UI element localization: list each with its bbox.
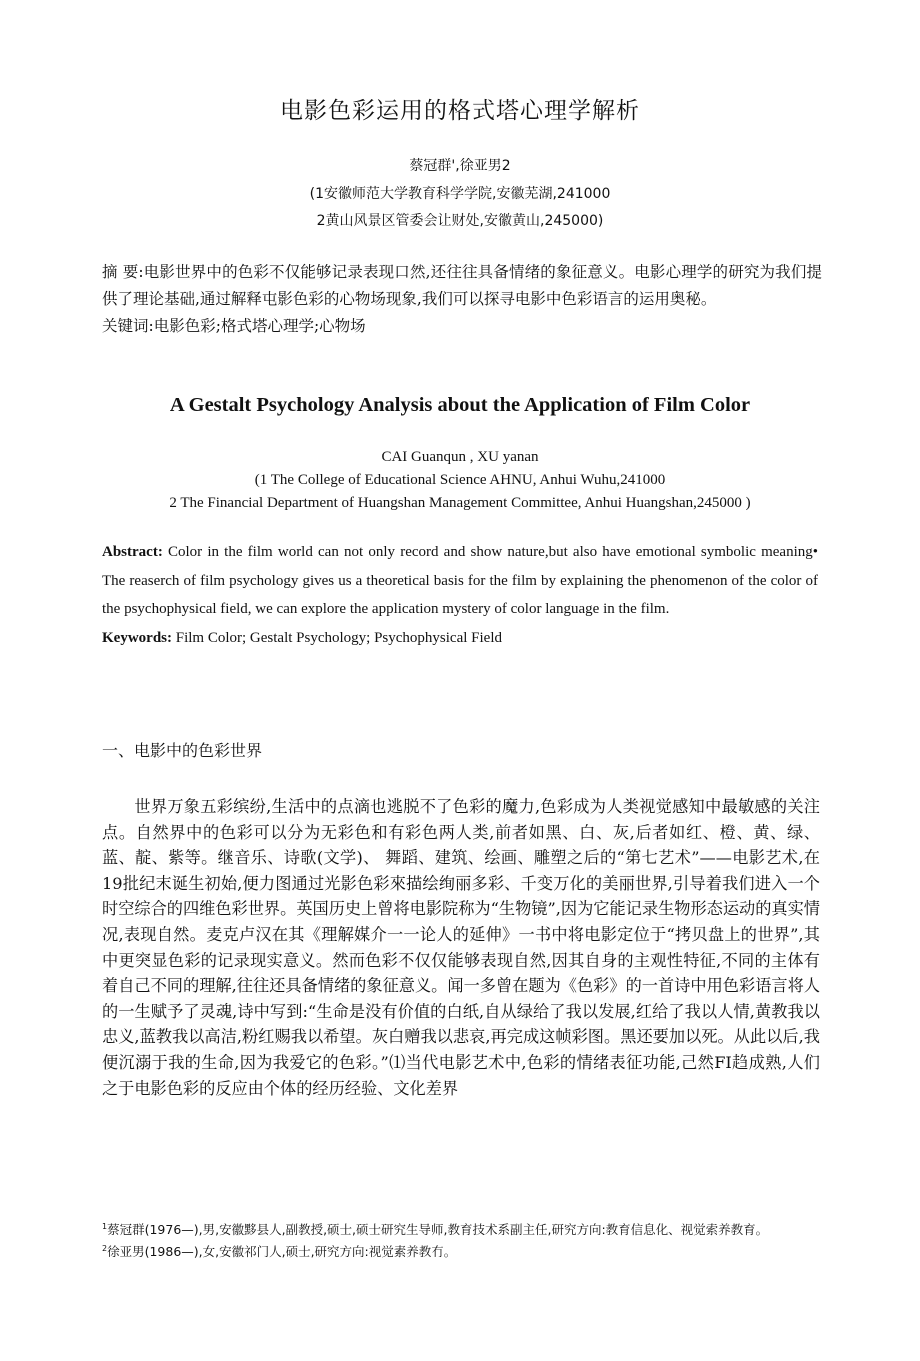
affiliation-cn-2: 2黄山风景区管委会让财处,安徽黄山,245000): [316, 213, 604, 229]
abstract-en-block: [102, 538, 818, 652]
body-paragraph: 世界万象五彩缤纷,生活中的点滴也逃脱不了色彩的魔力,色彩成为人类视觉感知中最敏感的关注点。自然界中的色彩可以分为无彩色和有彩色两人类,前者如黑、白、灰,后者如红、橙、黄、绿、蓝、靛、紫等。继音乐、诗歌(文学)、 舞蹈、建筑、绘画、雕塑之后的“第七艺术”——电影艺术,在19批纪末诞生初始,便力图通过光影色彩來描绘绚丽多彩、千变万化的美丽世界,引导着我们进入一个时空综合的四维色彩世界。英国历史上曾将电影院称为“生物镜”,因为它能记录生物形态运动的真实情况,表现自然。麦克卢汉在其《理解媒介一一论人的延伸》一书中将电影定位于“拷贝盘上的世界”,其中更突显色彩的记录现实意义。然而色彩不仅仅能够表现自然,因其自身的主观性特征,不同的主体有着自己不同的理解,往往还具备情绪的象征意义。闻一多曾在题为《色彩》的一首诗中用色彩语言将人的一生赋予了灵魂,诗中写到:“生命是没有价值的白纸,自从绿给了我以发展,红给了我以人情,黄教我以忠义,蓝教我以高洁,粉红赐我以希望。灰白赠我以悲哀,再完成这帧彩图。黑还要加以死。从此以后,我便沉溺于我的生命,因为我爱它的色彩。”⑴当代电影艺术中,色彩的情绪表征功能,己然FI趋成熟,人们之于电影色彩的反应由个体的经历经验、文化差界: [102, 797, 820, 1098]
section-heading: 一、电影中的色彩世界: [102, 741, 263, 760]
abstract-cn-block: [102, 259, 822, 340]
paper-title-cn: 电影色彩运用的格式塔心理学解析: [280, 98, 640, 124]
abstract-en-text: Color in the film world can not only record and show nature,but also have emotional symbolic meaning• The reaserch of film psychology gives us a theoretical basis for the film by explaining the phenomenon of the color of the psychophysical field, we can explore the application mystery of color language in the film.: [102, 544, 818, 617]
footnote-2-text: 徐亚男(1986—),女,安徽祁门人,硕士,研究方向:视觉素养教冇。: [107, 1244, 457, 1260]
abstract-en-label: Abstract:: [102, 544, 163, 560]
keywords-en-text: Film Color; Gestalt Psychology; Psychophysical Field: [172, 629, 502, 646]
keywords-en-label: Keywords:: [102, 629, 172, 646]
abstract-cn: 摘 要:电影世界中的色彩不仅能够记录表现口然,还往往具备情绪的象征意义。电影心理学的研究为我们提供了理论基础,通过解释屯影色彩的心物场现象,我们可以探寻电影中色彩语言的运用奥秘。: [102, 263, 822, 308]
authors-cn: 蔡冠群',徐亚男2: [409, 158, 511, 174]
keywords-en: [102, 624, 818, 653]
footnote-1: [102, 1217, 822, 1239]
footnote-2: [102, 1239, 822, 1261]
footnote-1-mark: 1: [102, 1222, 108, 1231]
keywords-cn: 关键词:电影色彩;格式塔心理学;心物场: [102, 317, 366, 335]
affiliation-cn-1: (1安徽师范大学教育科学学院,安徽芜湖,241000: [309, 186, 611, 202]
footnote-1-text: 蔡冠群(1976—),男,安徽黟县人,副教授,硕士,硕士研究生导师,教育技术系副主任,研究方向:教育信息化、视觉索养教育。: [107, 1222, 769, 1238]
authors-en: CAI Guanqun , XU yanan: [381, 449, 539, 465]
footnotes: [102, 1217, 822, 1261]
affiliation-en-2: 2 The Financial Department of Huangshan Management Committee, Anhui Huangshan,245000 ): [169, 495, 751, 511]
paper-title-en: A Gestalt Psychology Analysis about the Application of Film Color: [169, 394, 751, 416]
abstract-en: [102, 538, 818, 624]
affiliation-en-1: (1 The College of Educational Science AHNU, Anhui Wuhu,241000: [254, 472, 666, 488]
footnote-2-mark: 2: [102, 1244, 108, 1254]
